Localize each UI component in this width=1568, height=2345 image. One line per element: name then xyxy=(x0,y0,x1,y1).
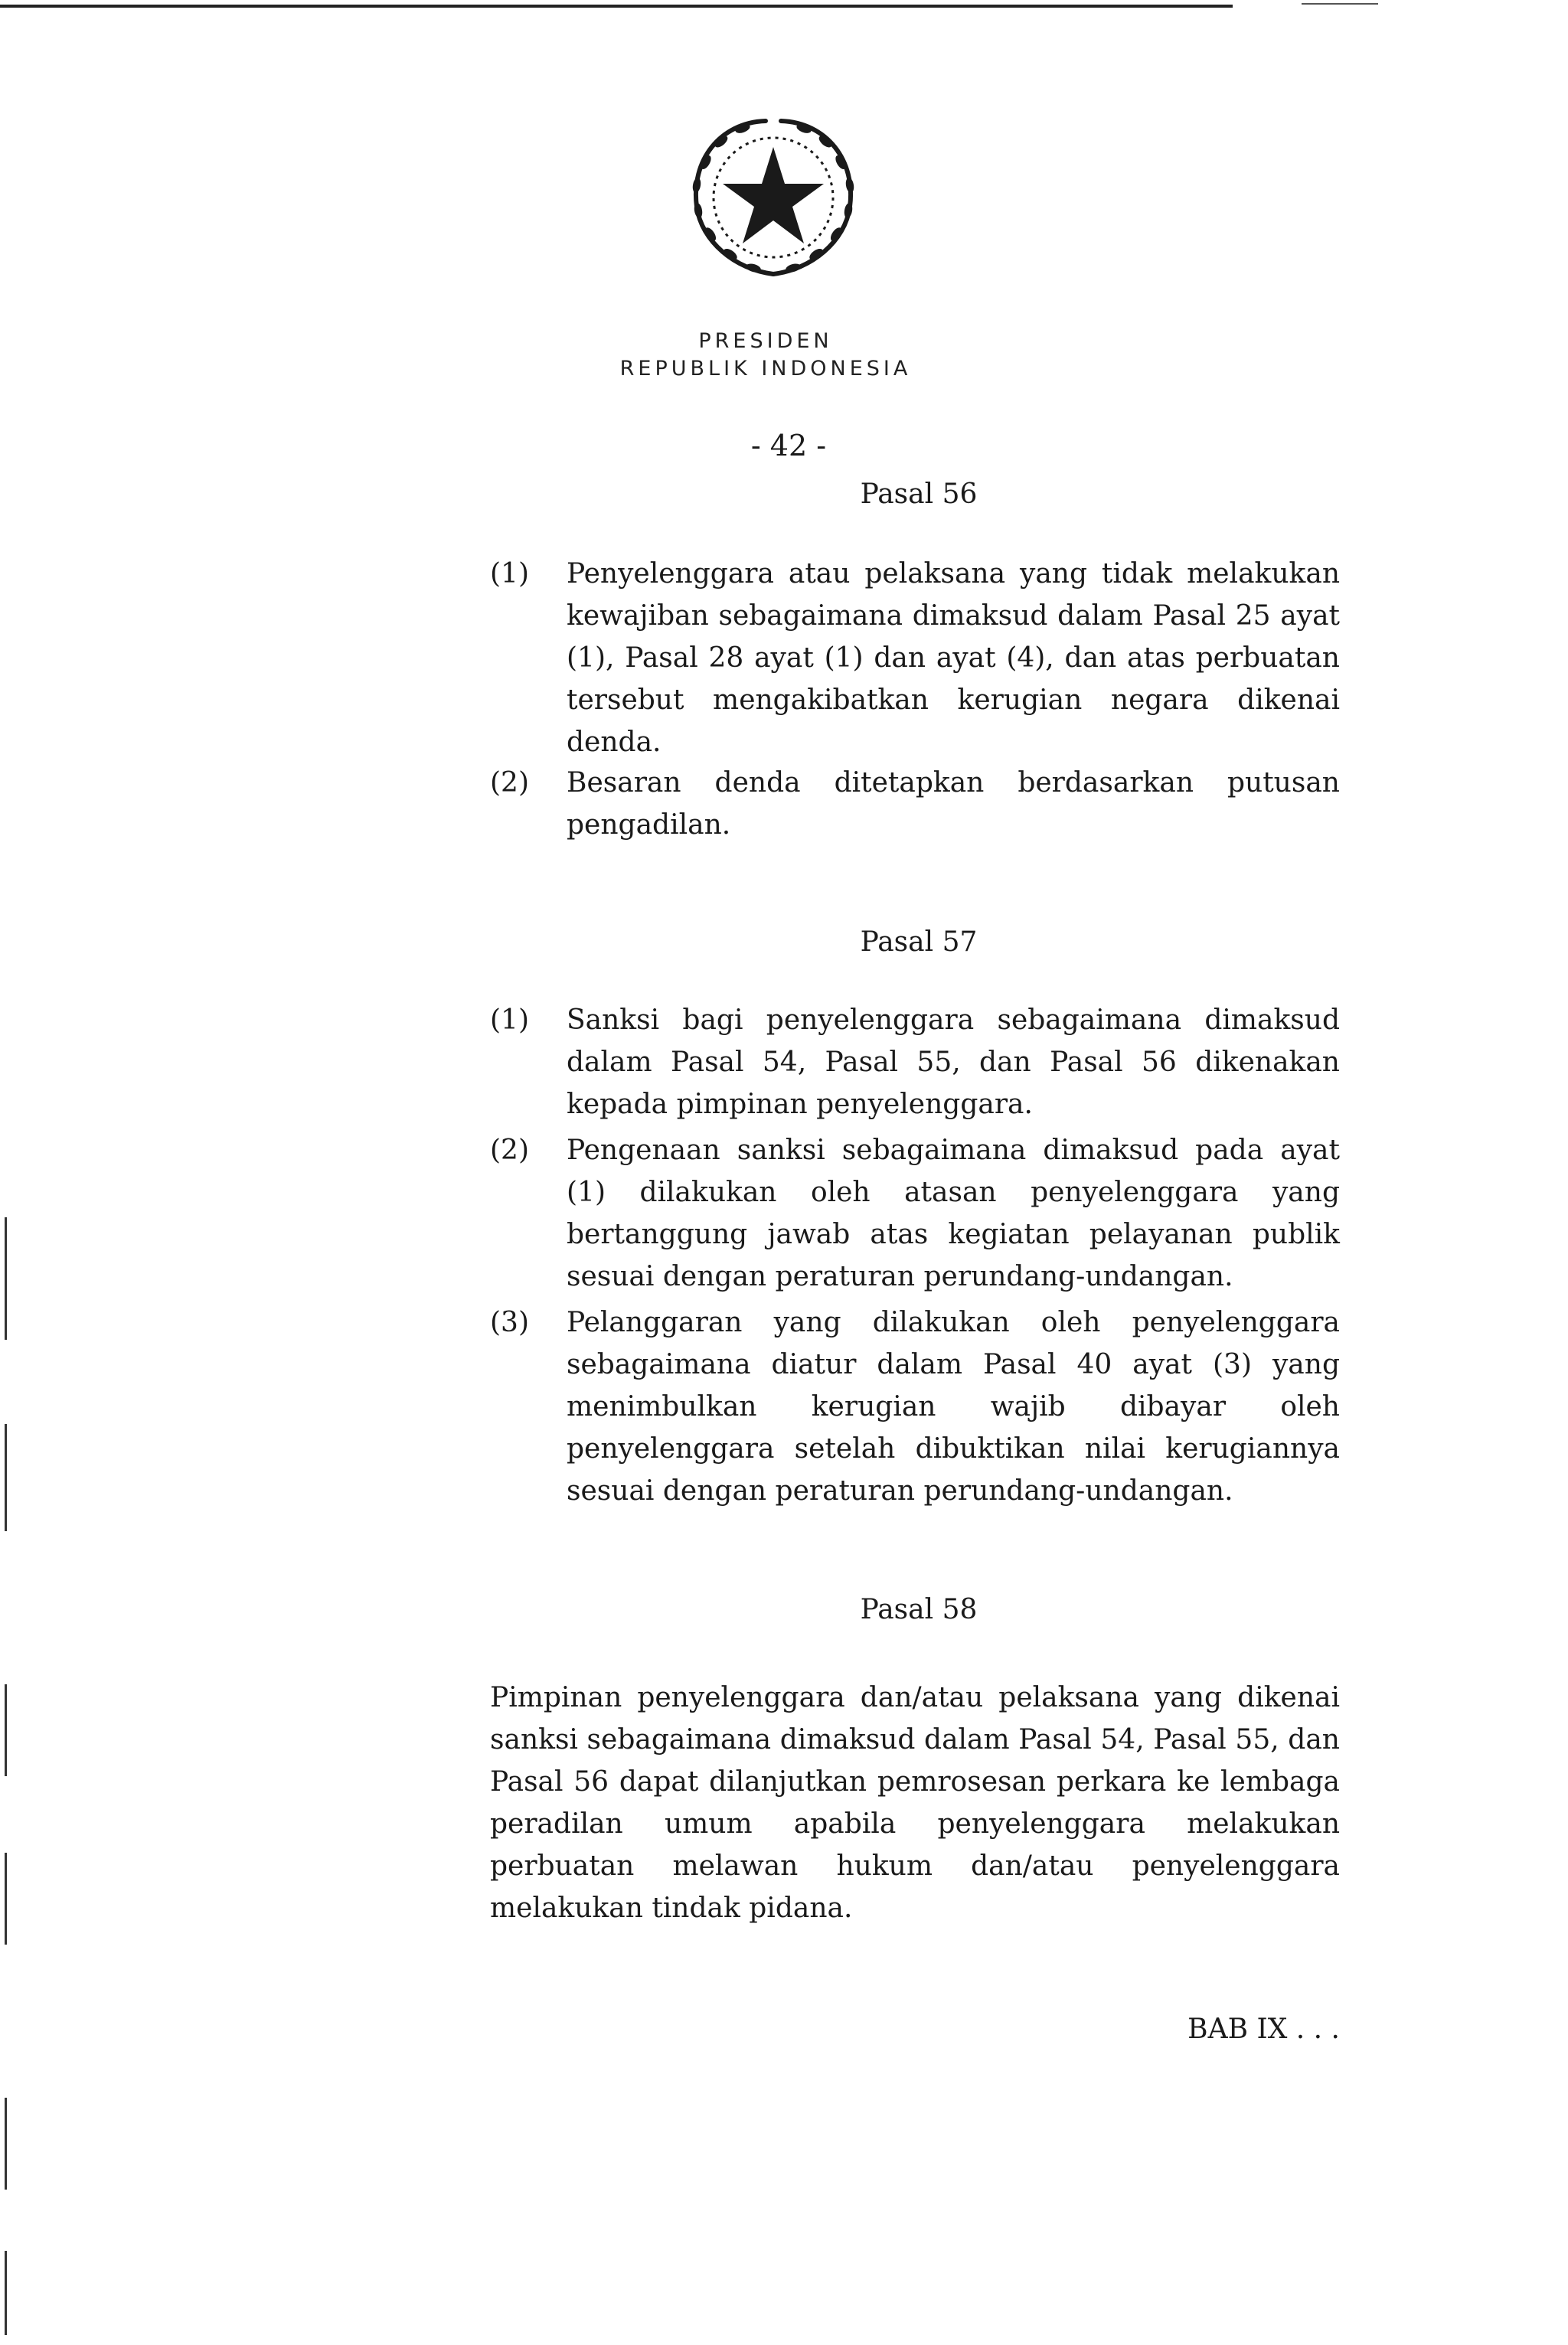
pasal-56-item-2 xyxy=(490,762,1340,846)
pasal-57-item-3 xyxy=(490,1302,1340,1512)
margin-mark xyxy=(5,1217,7,1340)
margin-mark xyxy=(5,2098,7,2190)
pasal-58-text: Pimpinan penyelenggara dan/atau pelaksana yang dikenai sanksi sebagaimana dimaksud dalam Pasal 54, Pasal 55, dan Pasal 56 dapat dilanjutkan pemrosesan perkara ke lembaga peradilan umum apabila penyelenggara melakukan perbuatan melawan hukum dan/atau penyelenggara melakukan tindak pidana. xyxy=(490,1682,1340,1924)
item-text: Besaran denda ditetapkan berdasarkan putusan pengadilan. xyxy=(567,767,1340,841)
scan-border-line xyxy=(0,5,1233,8)
pasal-57-title: Pasal 57 xyxy=(860,926,978,958)
header-title: PRESIDEN xyxy=(698,329,833,353)
presidential-seal-emblem xyxy=(674,100,873,291)
item-number: (2) xyxy=(490,767,529,799)
margin-mark xyxy=(5,1853,7,1945)
item-text: Pengenaan sanksi sebagaimana dimaksud pada ayat (1) dilakukan oleh atasan penyelenggara yang bertanggung jawab atas kegiatan pelayanan publik sesuai dengan peraturan perundang-undangan. xyxy=(567,1135,1340,1292)
item-text: Penyelenggara atau pelaksana yang tidak melakukan kewajiban sebagaimana dimaksud dalam Pasal 25 ayat (1), Pasal 28 ayat (1) dan ayat (4), dan atas perbuatan tersebut mengakibatkan kerugian negara dikenai denda. xyxy=(567,558,1340,758)
pasal-57-item-1 xyxy=(490,999,1340,1125)
item-text: Pelanggaran yang dilakukan oleh penyelenggara sebagaimana diatur dalam Pasal 40 ayat (3) yang menimbulkan kerugian wajib dibayar oleh penyelenggara setelah dibuktikan nilai kerugiannya sesuai dengan peraturan perundang-undangan. xyxy=(567,1307,1340,1507)
pasal-58-title: Pasal 58 xyxy=(860,1594,978,1625)
pasal-57-item-2 xyxy=(490,1129,1340,1298)
item-number: (2) xyxy=(490,1135,529,1166)
margin-mark xyxy=(5,1424,7,1531)
header-subtitle: REPUBLIK INDONESIA xyxy=(619,357,912,380)
item-number: (1) xyxy=(490,1004,529,1036)
item-number: (1) xyxy=(490,558,529,590)
item-number: (3) xyxy=(490,1307,529,1338)
margin-mark xyxy=(5,2251,7,2335)
margin-mark xyxy=(5,1684,7,1776)
pasal-56-title: Pasal 56 xyxy=(860,478,978,510)
pasal-56-item-1 xyxy=(490,553,1340,763)
next-page-reference: BAB IX . . . xyxy=(1187,2013,1340,2045)
item-text: Sanksi bagi penyelenggara sebagaimana dimaksud dalam Pasal 54, Pasal 55, dan Pasal 56 dikenakan kepada pimpinan penyelenggara. xyxy=(567,1004,1340,1120)
scan-border-line xyxy=(1302,3,1378,5)
page-number: - 42 - xyxy=(750,429,827,462)
